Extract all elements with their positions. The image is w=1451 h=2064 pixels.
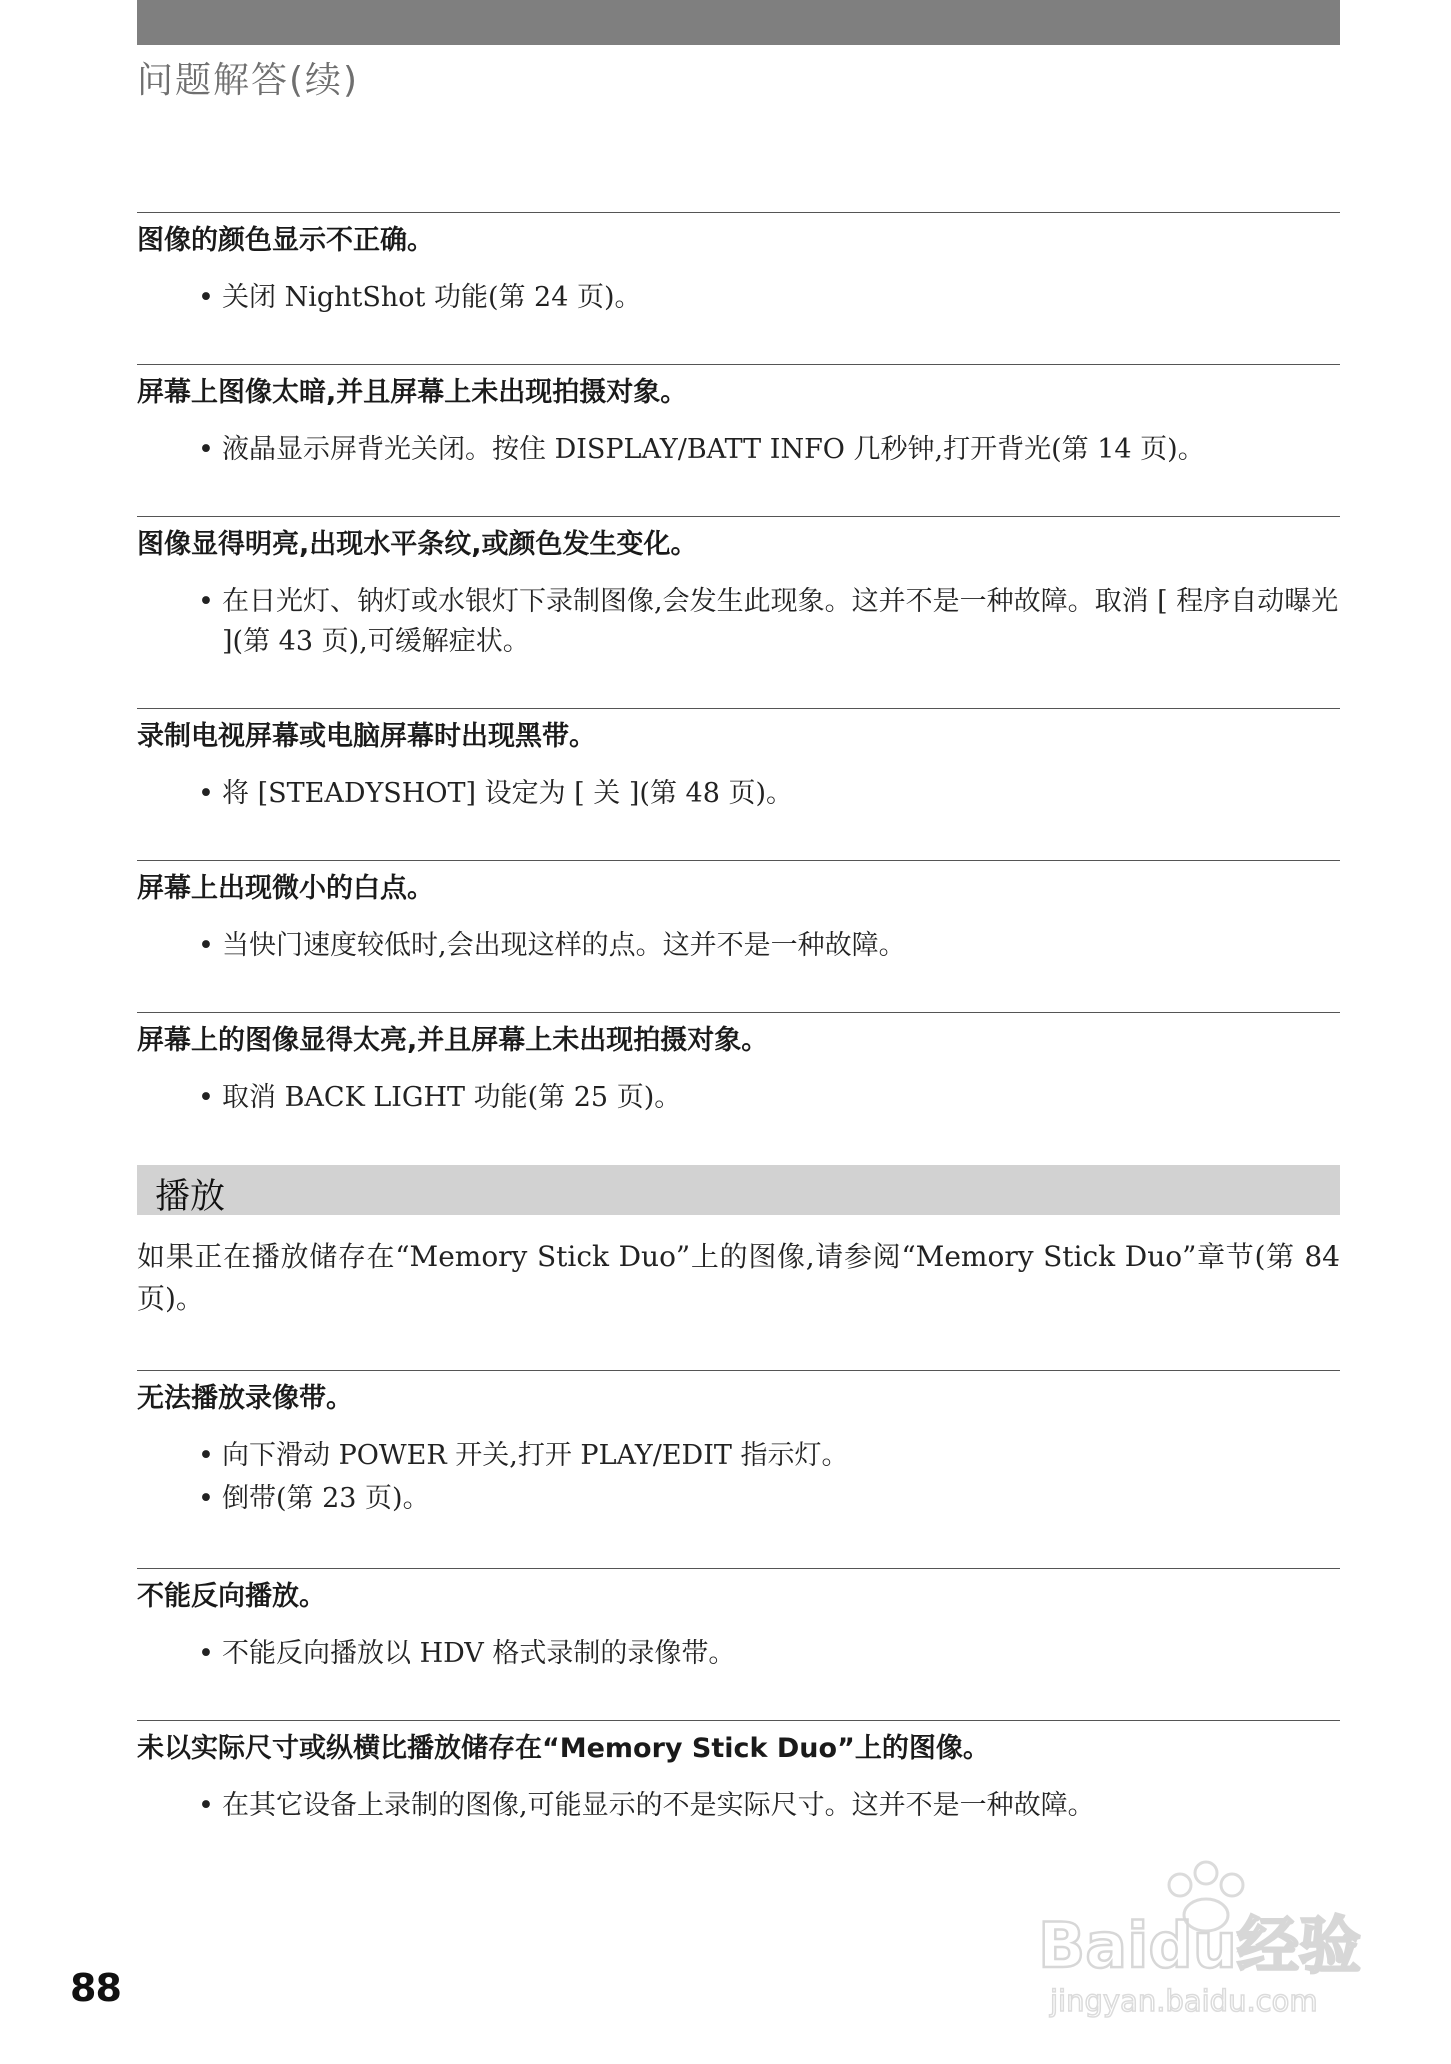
- divider: [137, 212, 1340, 213]
- divider: [137, 516, 1340, 517]
- answer-item: [198, 278, 1340, 318]
- watermark-brand: Baidu经验: [1038, 1909, 1361, 1982]
- answer-item: [198, 926, 1340, 966]
- answer-item: [198, 1078, 1340, 1118]
- question-heading: 不能反向播放。: [137, 1581, 326, 1612]
- answer-text: 取消 BACK LIGHT 功能(第 25 页)。: [222, 1082, 682, 1113]
- divider: [137, 1370, 1340, 1371]
- answer-text: 倒带(第 23 页)。: [222, 1483, 430, 1514]
- answer-item: [198, 1786, 1340, 1826]
- baidu-watermark-logo: [1030, 1845, 1370, 2020]
- page-number: 88: [70, 1966, 121, 2010]
- bullet-icon: •: [198, 930, 214, 961]
- paw-toe-icon: [1221, 1874, 1243, 1896]
- bullet-icon: •: [198, 1082, 214, 1113]
- answer-text: 当快门速度较低时,会出现这样的点。这并不是一种故障。: [222, 930, 906, 961]
- divider: [137, 708, 1340, 709]
- answer-text: 将 [STEADYSHOT] 设定为 [ 关 ](第 48 页)。: [222, 778, 794, 809]
- question-heading: 屏幕上图像太暗,并且屏幕上未出现拍摄对象。: [137, 377, 688, 408]
- bullet-icon: •: [198, 282, 214, 313]
- question-heading: 录制电视屏幕或电脑屏幕时出现黑带。: [137, 721, 596, 752]
- bullet-icon: •: [198, 434, 214, 465]
- divider: [137, 860, 1340, 861]
- answer-text: 关闭 NightShot 功能(第 24 页)。: [222, 282, 642, 313]
- section-intro: 如果正在播放储存在“Memory Stick Duo”上的图像,请参阅“Memory Stick Duo”章节(第 84 页)。: [137, 1240, 1340, 1315]
- watermark-url: jingyan.baidu.com: [1050, 1984, 1318, 2018]
- question-heading: 无法播放录像带。: [137, 1383, 353, 1414]
- bullet-icon: •: [198, 1483, 214, 1514]
- divider: [137, 364, 1340, 365]
- answer-item: [198, 774, 1340, 814]
- answer-item: [198, 1436, 1340, 1476]
- question-heading: 未以实际尺寸或纵横比播放储存在“Memory Stick Duo”上的图像。: [137, 1733, 990, 1764]
- page-title: 问题解答(续): [137, 60, 360, 101]
- answer-item: [198, 1634, 1340, 1674]
- question-heading: 图像显得明亮,出现水平条纹,或颜色发生变化。: [137, 529, 698, 560]
- bullet-icon: •: [198, 778, 214, 809]
- paw-toe-icon: [1195, 1862, 1217, 1884]
- answer-item: [198, 430, 1340, 470]
- header-bar: [137, 0, 1340, 45]
- question-heading: 屏幕上的图像显得太亮,并且屏幕上未出现拍摄对象。: [137, 1025, 769, 1056]
- section-header: [137, 1165, 1340, 1215]
- paw-toe-icon: [1169, 1874, 1191, 1896]
- divider: [137, 1720, 1340, 1721]
- answer-item: [198, 582, 1340, 662]
- answer-text: 液晶显示屏背光关闭。按住 DISPLAY/BATT INFO 几秒钟,打开背光(第 14 页)。: [222, 434, 1205, 465]
- question-heading: 图像的颜色显示不正确。: [137, 225, 434, 256]
- answer-text: 不能反向播放以 HDV 格式录制的录像带。: [222, 1638, 736, 1669]
- bullet-icon: •: [198, 1638, 214, 1669]
- divider: [137, 1012, 1340, 1013]
- answer-text: 在日光灯、钠灯或水银灯下录制图像,会发生此现象。这并不是一种故障。取消 [ 程序自动曝光 ](第 43 页),可缓解症状。: [222, 586, 1339, 657]
- bullet-icon: •: [198, 586, 214, 617]
- answer-text: 向下滑动 POWER 开关,打开 PLAY/EDIT 指示灯。: [222, 1440, 849, 1471]
- bullet-icon: •: [198, 1440, 214, 1471]
- answer-item: [198, 1479, 1340, 1519]
- section-title: 播放: [155, 1177, 226, 1217]
- divider: [137, 1568, 1340, 1569]
- bullet-icon: •: [198, 1790, 214, 1821]
- answer-text: 在其它设备上录制的图像,可能显示的不是实际尺寸。这并不是一种故障。: [222, 1790, 1095, 1821]
- question-heading: 屏幕上出现微小的白点。: [137, 873, 434, 904]
